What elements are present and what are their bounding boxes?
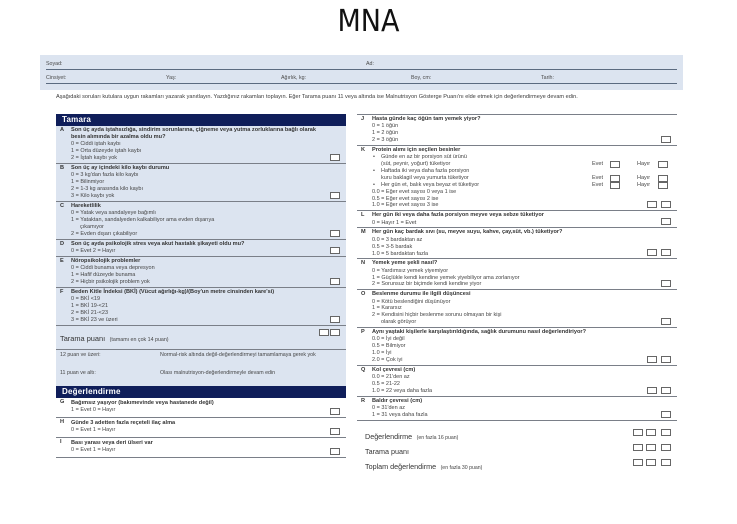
answer-option: 2 = Kendisini hiçbir beslenme sorunu olmayan bir kişi bbox=[372, 312, 502, 319]
answer-option: 0 = Yatak veya sandalyeye bağımlı bbox=[71, 210, 156, 217]
yes-checkbox[interactable] bbox=[610, 182, 620, 189]
answer-option: 0.5 = Bilmiyor bbox=[372, 343, 406, 350]
answer-option: 1 = 2 öğün bbox=[372, 130, 399, 137]
total-label: Tarama puanı bbox=[365, 446, 409, 456]
assessment-header: Değerlendirme bbox=[56, 386, 346, 398]
bullet-icon: • bbox=[373, 167, 375, 174]
question-k bbox=[357, 146, 677, 211]
score-box[interactable] bbox=[633, 459, 643, 466]
patient-info-panel bbox=[40, 55, 683, 90]
question-f bbox=[56, 288, 346, 326]
answer-option: 0 = Evet 1 = Hayır bbox=[71, 447, 116, 454]
answer-option: 0.0 = 3 bardaktan az bbox=[372, 236, 423, 243]
answer-option: 1 = Orta düzeyde iştah kaybı bbox=[71, 148, 142, 155]
screening-score-box-2[interactable] bbox=[330, 329, 340, 336]
protein-item-text: Haftada iki veya daha fazla porsiyon bbox=[381, 167, 470, 174]
question-text: Beden Kitle İndeksi (BKİ) (Vücut ağırlığı-kg)/(Boy'un metre cinsinden kare'si) bbox=[71, 288, 275, 295]
yes-label: Evet bbox=[592, 181, 604, 188]
total-row bbox=[357, 426, 677, 441]
answer-option: 0 = 1 öğün bbox=[372, 123, 399, 130]
question-letter: O bbox=[361, 291, 366, 298]
question-text: Beslenme durumu ile ilgili düşüncesi bbox=[372, 291, 471, 298]
answer-option: 2 = Sorunsuz bir biçimde kendi kendine yiyor bbox=[372, 281, 482, 288]
total-row bbox=[357, 441, 677, 456]
yes-label: Evet bbox=[592, 161, 604, 168]
score-box[interactable] bbox=[646, 459, 656, 466]
score-box[interactable] bbox=[661, 444, 671, 451]
answer-option: 1.0 = 22 veya daha fazla bbox=[372, 388, 433, 394]
answer-option: 0 = 3 kg'dan fazla kilo kaybı bbox=[71, 172, 139, 179]
score-box[interactable] bbox=[330, 247, 340, 254]
date-field[interactable]: Tarih: bbox=[541, 75, 554, 81]
threshold-row bbox=[56, 368, 346, 386]
patient-info-row-2 bbox=[46, 71, 677, 84]
answer-option: 0.5 = 3-5 bardak bbox=[372, 243, 413, 250]
no-label: Hayır bbox=[637, 181, 651, 188]
score-box[interactable] bbox=[330, 230, 340, 237]
score-box[interactable] bbox=[661, 249, 671, 256]
question-text: Hareketlilik bbox=[71, 202, 101, 209]
question-c bbox=[56, 202, 346, 240]
score-box[interactable] bbox=[661, 356, 671, 363]
answer-option: 1 = Evet 0 = Hayır bbox=[71, 406, 116, 413]
total-note: (en fazla 16 puan) bbox=[416, 434, 459, 441]
answer-option: 0 = Kötü beslendiğini düşünüyor bbox=[372, 298, 451, 305]
answer-option: 0 = Ciddi iştah kaybı bbox=[71, 141, 121, 148]
screening-score-box-1[interactable] bbox=[319, 329, 329, 336]
score-box[interactable] bbox=[647, 356, 657, 363]
score-box[interactable] bbox=[661, 411, 671, 418]
name-field[interactable]: Ad: bbox=[366, 61, 374, 67]
question-e bbox=[56, 257, 346, 288]
bullet-icon: • bbox=[373, 154, 375, 161]
question-text: Yemek yeme şekli nasıl? bbox=[372, 260, 438, 267]
question-letter: C bbox=[60, 202, 65, 209]
answer-option: 1.0 = 5 bardaktan fazla bbox=[372, 250, 429, 257]
question-letter: R bbox=[361, 397, 366, 404]
no-label: Hayır bbox=[637, 161, 651, 168]
answer-option: 0.5 = Eğer evet sayısı 2 ise bbox=[372, 195, 439, 202]
question-letter: E bbox=[60, 257, 64, 264]
score-box[interactable] bbox=[330, 192, 340, 199]
threshold-desc: Olası malnutrisyon-değerlendirmeyle devam edin bbox=[160, 369, 276, 376]
score-box[interactable] bbox=[661, 201, 671, 208]
screening-score-section bbox=[56, 326, 346, 386]
left-column bbox=[56, 114, 346, 458]
instructions: Aşağıdaki soruları kutulara uygun rakamları yazarak yanıtlayın. Yazdığınız rakamları toplayın. Eğer Tarama puanı 11 veya altında ise Malnutrisyon Gösterge Puanı'nı elde etmek için değerlendirmeye devam edin. bbox=[56, 94, 578, 100]
question-j bbox=[357, 115, 677, 146]
yes-label: Evet bbox=[592, 174, 604, 181]
score-box[interactable] bbox=[661, 459, 671, 466]
threshold-range: 11 puan ve altı: bbox=[60, 369, 96, 376]
score-box[interactable] bbox=[330, 448, 340, 455]
protein-item-line bbox=[372, 175, 677, 182]
answer-option: 0 = Yardımsız yemek yiyemiyor bbox=[372, 267, 449, 274]
question-text: Protein alımı için seçilen besinler bbox=[372, 146, 461, 153]
no-checkbox[interactable] bbox=[658, 182, 668, 189]
question-text: Kol çevresi (cm) bbox=[372, 366, 416, 373]
answer-option: 1 = BKİ 19-<21 bbox=[71, 302, 108, 309]
screening-score-row bbox=[56, 326, 346, 350]
answer-option: 2 = 3 öğün bbox=[372, 137, 399, 144]
score-box[interactable] bbox=[661, 280, 671, 287]
question-letter: P bbox=[361, 329, 365, 336]
total-note: (en fazla 30 puan) bbox=[440, 464, 483, 471]
answer-option: 0.0 = Eğer evet sayısı 0 veya 1 ise bbox=[372, 188, 457, 195]
score-box[interactable] bbox=[661, 136, 671, 143]
protein-item-line bbox=[372, 182, 677, 189]
answer-option: 2.0 = Çok iyi bbox=[372, 357, 403, 364]
answer-option: 3 = BKİ 23 ve üzeri bbox=[71, 316, 118, 323]
question-text: Her gün iki veya daha fazla porsiyon meyve veya sebze tüketiyor bbox=[372, 212, 544, 219]
question-d bbox=[56, 240, 346, 257]
score-box[interactable] bbox=[647, 387, 657, 394]
question-letter: N bbox=[361, 260, 366, 267]
totals-section bbox=[357, 421, 677, 471]
question-text: Günde 3 adetten fazla reçeteli ilaç alma bbox=[71, 419, 176, 426]
screening-section bbox=[56, 126, 346, 326]
answer-option: 2 = Evden dışarı çıkabiliyor bbox=[71, 230, 138, 237]
answer-option: 2 = İştah kaybı yok bbox=[71, 155, 118, 162]
question-o bbox=[357, 290, 677, 328]
answer-option: 1.0 = Eğer evet sayısı 3 ise bbox=[372, 202, 439, 209]
score-box[interactable] bbox=[646, 444, 656, 451]
answer-option: 1 = Bilinmiyor bbox=[71, 179, 105, 186]
protein-item-text: (süt, peynir, yoğurt) tüketiyor bbox=[381, 161, 451, 168]
protein-item-text: Günde en az bir porsiyon süt ürünü bbox=[381, 154, 467, 161]
answer-option: 0 = Evet 2 = Hayır bbox=[71, 247, 116, 254]
question-letter: D bbox=[60, 240, 65, 247]
answer-option: 1 = 31 veya daha fazla bbox=[372, 412, 428, 419]
question-text: Bağımsız yaşıyor (bakımevinde veya hastanede değil) bbox=[71, 399, 214, 406]
question-m bbox=[357, 228, 677, 259]
question-p bbox=[357, 328, 677, 366]
screening-score-note: (tamamı en çok 14 puan) bbox=[109, 336, 169, 343]
question-r bbox=[357, 397, 677, 421]
question-letter: J bbox=[361, 116, 365, 122]
question-b bbox=[56, 164, 346, 202]
question-letter: B bbox=[60, 165, 65, 172]
height-field[interactable]: Boy, cm: bbox=[411, 75, 432, 81]
threshold-desc: Normal-risk altında değil-değerlendirmeyi tamamlamaya gerek yok bbox=[160, 351, 316, 358]
age-field[interactable]: Yaş: bbox=[166, 75, 177, 81]
question-letter: Q bbox=[361, 366, 366, 373]
score-box[interactable] bbox=[330, 408, 340, 415]
assessment-section bbox=[56, 398, 346, 458]
page-title: MNA bbox=[337, 4, 400, 39]
right-column bbox=[357, 114, 677, 471]
question-text: Son üç ay içindeki kilo kaybı durumu bbox=[71, 165, 170, 172]
question-letter: K bbox=[361, 146, 366, 153]
score-box[interactable] bbox=[633, 429, 643, 436]
protein-item-line bbox=[372, 154, 677, 161]
question-n bbox=[357, 259, 677, 290]
threshold-range: 12 puan ve üzeri: bbox=[60, 351, 101, 358]
question-text: Hasta günde kaç öğün tam yemek yiyor? bbox=[372, 116, 481, 122]
answer-option: olarak görüyor bbox=[381, 319, 417, 326]
question-text: Baldır çevresi (cm) bbox=[372, 397, 423, 404]
question-l bbox=[357, 211, 677, 228]
answer-option: 2 = Hiçbir psikolojik problem yok bbox=[71, 278, 150, 285]
score-box[interactable] bbox=[661, 318, 671, 325]
question-q bbox=[357, 366, 677, 397]
answer-option: 2 = BKİ 21-<23 bbox=[71, 309, 108, 316]
total-label: Değerlendirme bbox=[365, 431, 413, 441]
total-row bbox=[357, 456, 677, 471]
gender-field[interactable]: Cinsiyet: bbox=[46, 75, 67, 81]
bullet-icon: • bbox=[373, 181, 375, 188]
score-box[interactable] bbox=[330, 278, 340, 285]
threshold-row bbox=[56, 350, 346, 368]
answer-option: 1 = Kararsız bbox=[372, 305, 402, 312]
no-label: Hayır bbox=[637, 174, 651, 181]
answer-option: 0.5 = 21-22 bbox=[372, 381, 400, 388]
surname-field[interactable]: Soyad: bbox=[46, 61, 63, 67]
answer-option: 0.0 = 21'den az bbox=[372, 374, 410, 381]
question-g bbox=[56, 398, 346, 418]
protein-item-text: kuru baklagil veya yumurta tüketiyor bbox=[381, 174, 469, 181]
question-letter: A bbox=[60, 127, 65, 133]
answer-option: 0 = Ciddi bunama veya depresyon bbox=[71, 265, 155, 272]
answer-option: 1.0 = İyi bbox=[372, 350, 392, 357]
question-text: Son üç ayda psikolojik stres veya akut hastalık şikayeti oldu mu? bbox=[71, 240, 245, 247]
question-text: Bası yarası veya deri ülseri var bbox=[71, 439, 153, 446]
question-letter: G bbox=[60, 398, 65, 405]
answer-option: 3 = Kilo kaybı yok bbox=[71, 193, 115, 200]
question-letter: L bbox=[361, 212, 365, 219]
question-h bbox=[56, 418, 346, 438]
question-letter: H bbox=[60, 418, 65, 425]
screening-header: Tamara bbox=[56, 114, 346, 126]
weight-field[interactable]: Ağırlık, kg: bbox=[281, 75, 307, 81]
question-text: Nöropsikolojik problemler bbox=[71, 257, 141, 264]
answer-option: çıkamıyor bbox=[80, 223, 104, 230]
score-box[interactable] bbox=[646, 429, 656, 436]
protein-item-line bbox=[372, 168, 677, 175]
question-letter: I bbox=[60, 438, 62, 445]
answer-option: 1 = Güçlükle kendi kendine yemek yiyebiliyor ama zorlanıyor bbox=[372, 274, 520, 281]
answer-option: 1 = Yataktan, sandalyeden kalkabiliyor ama evden dışarıya bbox=[71, 217, 215, 224]
question-letter: M bbox=[361, 229, 366, 236]
answer-option: 0 = Hayır 1 = Evet bbox=[372, 219, 417, 226]
protein-item-text: Her gün et, balık veya beyaz et tüketiyor bbox=[381, 181, 480, 188]
score-box[interactable] bbox=[661, 387, 671, 394]
screening-score-label: Tarama puanı bbox=[60, 333, 106, 343]
answer-option: 0 = 31'den az bbox=[372, 405, 406, 412]
score-box[interactable] bbox=[647, 201, 657, 208]
answer-option: 2 = 1-3 kg arasında kilo kaybı bbox=[71, 186, 143, 193]
answer-option: 1 = Hafif düzeyde bunama bbox=[71, 272, 136, 278]
score-box[interactable] bbox=[647, 249, 657, 256]
score-box[interactable] bbox=[661, 218, 671, 225]
score-box[interactable] bbox=[633, 444, 643, 451]
protein-item-line bbox=[372, 161, 677, 168]
answer-option: 0 = BKİ <19 bbox=[71, 296, 101, 303]
answer-option: 0 = Evet 1 = Hayır bbox=[71, 426, 116, 433]
patient-info-row-1 bbox=[46, 57, 677, 70]
score-box[interactable] bbox=[330, 316, 340, 323]
question-letter: F bbox=[60, 288, 64, 295]
answer-option: 0.0 = İyi değil bbox=[372, 336, 405, 343]
question-text: Her gün kaç bardak sıvı (su, meyve suyu, kahve, çay,süt, vb.) tüketiyor? bbox=[372, 229, 563, 236]
score-box[interactable] bbox=[330, 154, 340, 161]
question-text: Aynı yaştaki kişilerle karşılaştırıldığında, sağlık durumunu nasıl değerlendiriyor? bbox=[372, 329, 586, 336]
score-box[interactable] bbox=[661, 429, 671, 436]
question-text: Son üç ayda iştahsızlığa, sindirim sorunlarına, çiğneme veya yutma zorluklarına bağlı olarak besin alımında bir azalma oldu mu? bbox=[71, 127, 316, 141]
total-label: Toplam değerlendirme bbox=[365, 461, 437, 471]
score-box[interactable] bbox=[330, 428, 340, 435]
question-i bbox=[56, 438, 346, 458]
question-a bbox=[56, 126, 346, 164]
